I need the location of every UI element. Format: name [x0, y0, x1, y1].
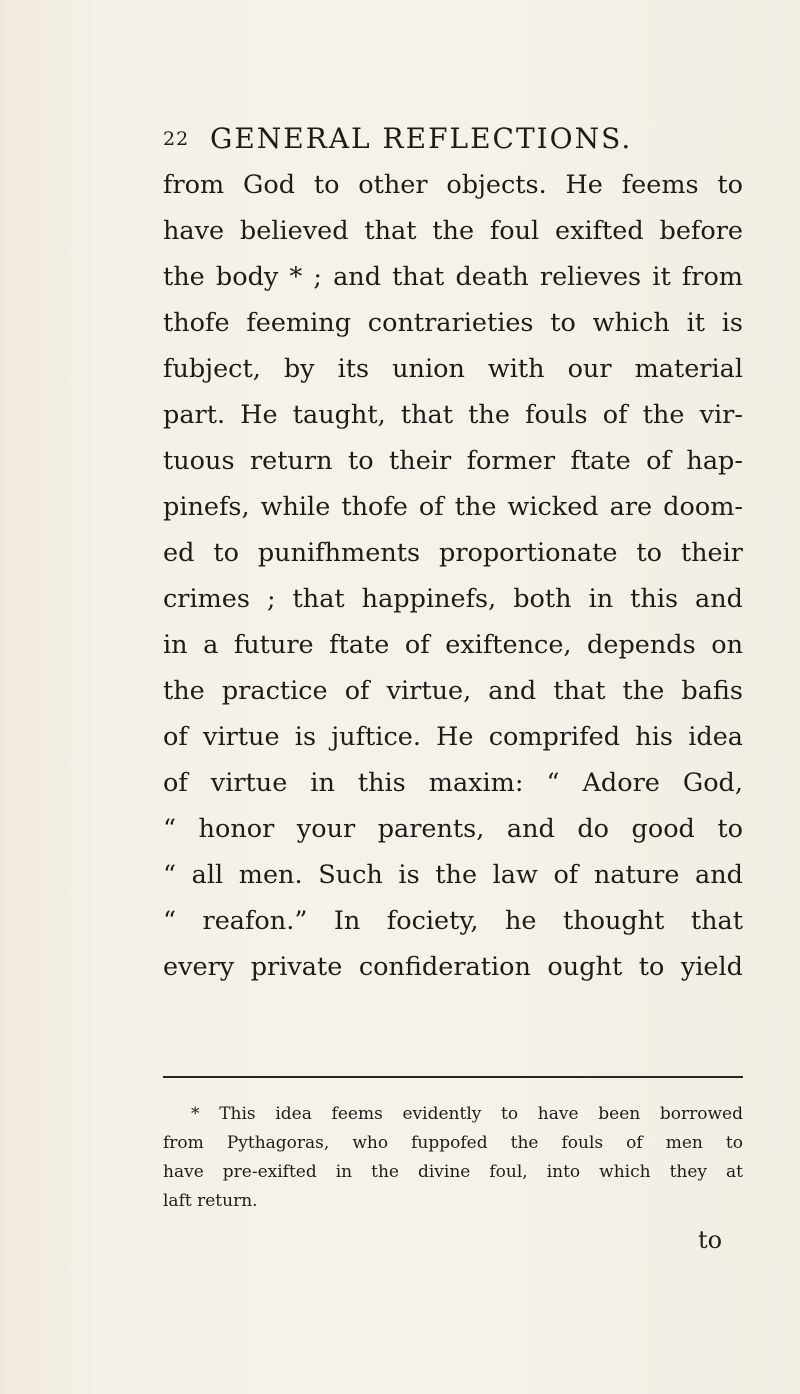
body-line: pinefs, while thofe of the wicked are doom- [163, 492, 743, 522]
body-line: crimes ; that happinefs, both in this and [163, 584, 743, 614]
body-text [163, 162, 743, 990]
body-line: the body * ; and that death relieves it from [163, 262, 743, 292]
body-line: from God to other objects. He feems to [163, 170, 743, 200]
body-line: have believed that the foul exifted before [163, 216, 743, 246]
body-line: ed to punifhments proportionate to their [163, 538, 743, 568]
body-line: of virtue is juftice. He comprifed his idea [163, 722, 743, 752]
body-line: of virtue in this maxim: “ Adore God, [163, 768, 743, 798]
body-line: the practice of virtue, and that the bafis [163, 676, 743, 706]
catchword: to [698, 1226, 723, 1254]
body-line: fubject, by its union with our material [163, 354, 743, 384]
footnote-line: laft return. [163, 1191, 258, 1211]
body-line: thofe feeming contrarieties to which it is [163, 308, 743, 338]
page-number: 22 [163, 128, 190, 150]
footnote [163, 1100, 743, 1216]
body-line: part. He taught, that the fouls of the vir- [163, 400, 743, 430]
body-line: tuous return to their former ftate of hap- [163, 446, 743, 476]
body-line: “ reafon.” In fociety, he thought that [163, 906, 743, 936]
body-line: in a future ftate of exiftence, depends on [163, 630, 743, 660]
body-line: “ all men. Such is the law of nature and [163, 860, 743, 890]
footnote-divider [163, 1076, 743, 1078]
body-line: every private confideration ought to yield [163, 952, 743, 982]
body-line: “ honor your parents, and do good to [163, 814, 743, 844]
footnote-line: have pre-exifted in the divine foul, into which they at [163, 1162, 743, 1182]
footnote-line: * This idea feems evidently to have been borrowed [191, 1104, 743, 1124]
running-head: GENERAL REFLECTIONS. [210, 122, 633, 155]
footnote-line: from Pythagoras, who fuppofed the fouls of men to [163, 1133, 743, 1153]
